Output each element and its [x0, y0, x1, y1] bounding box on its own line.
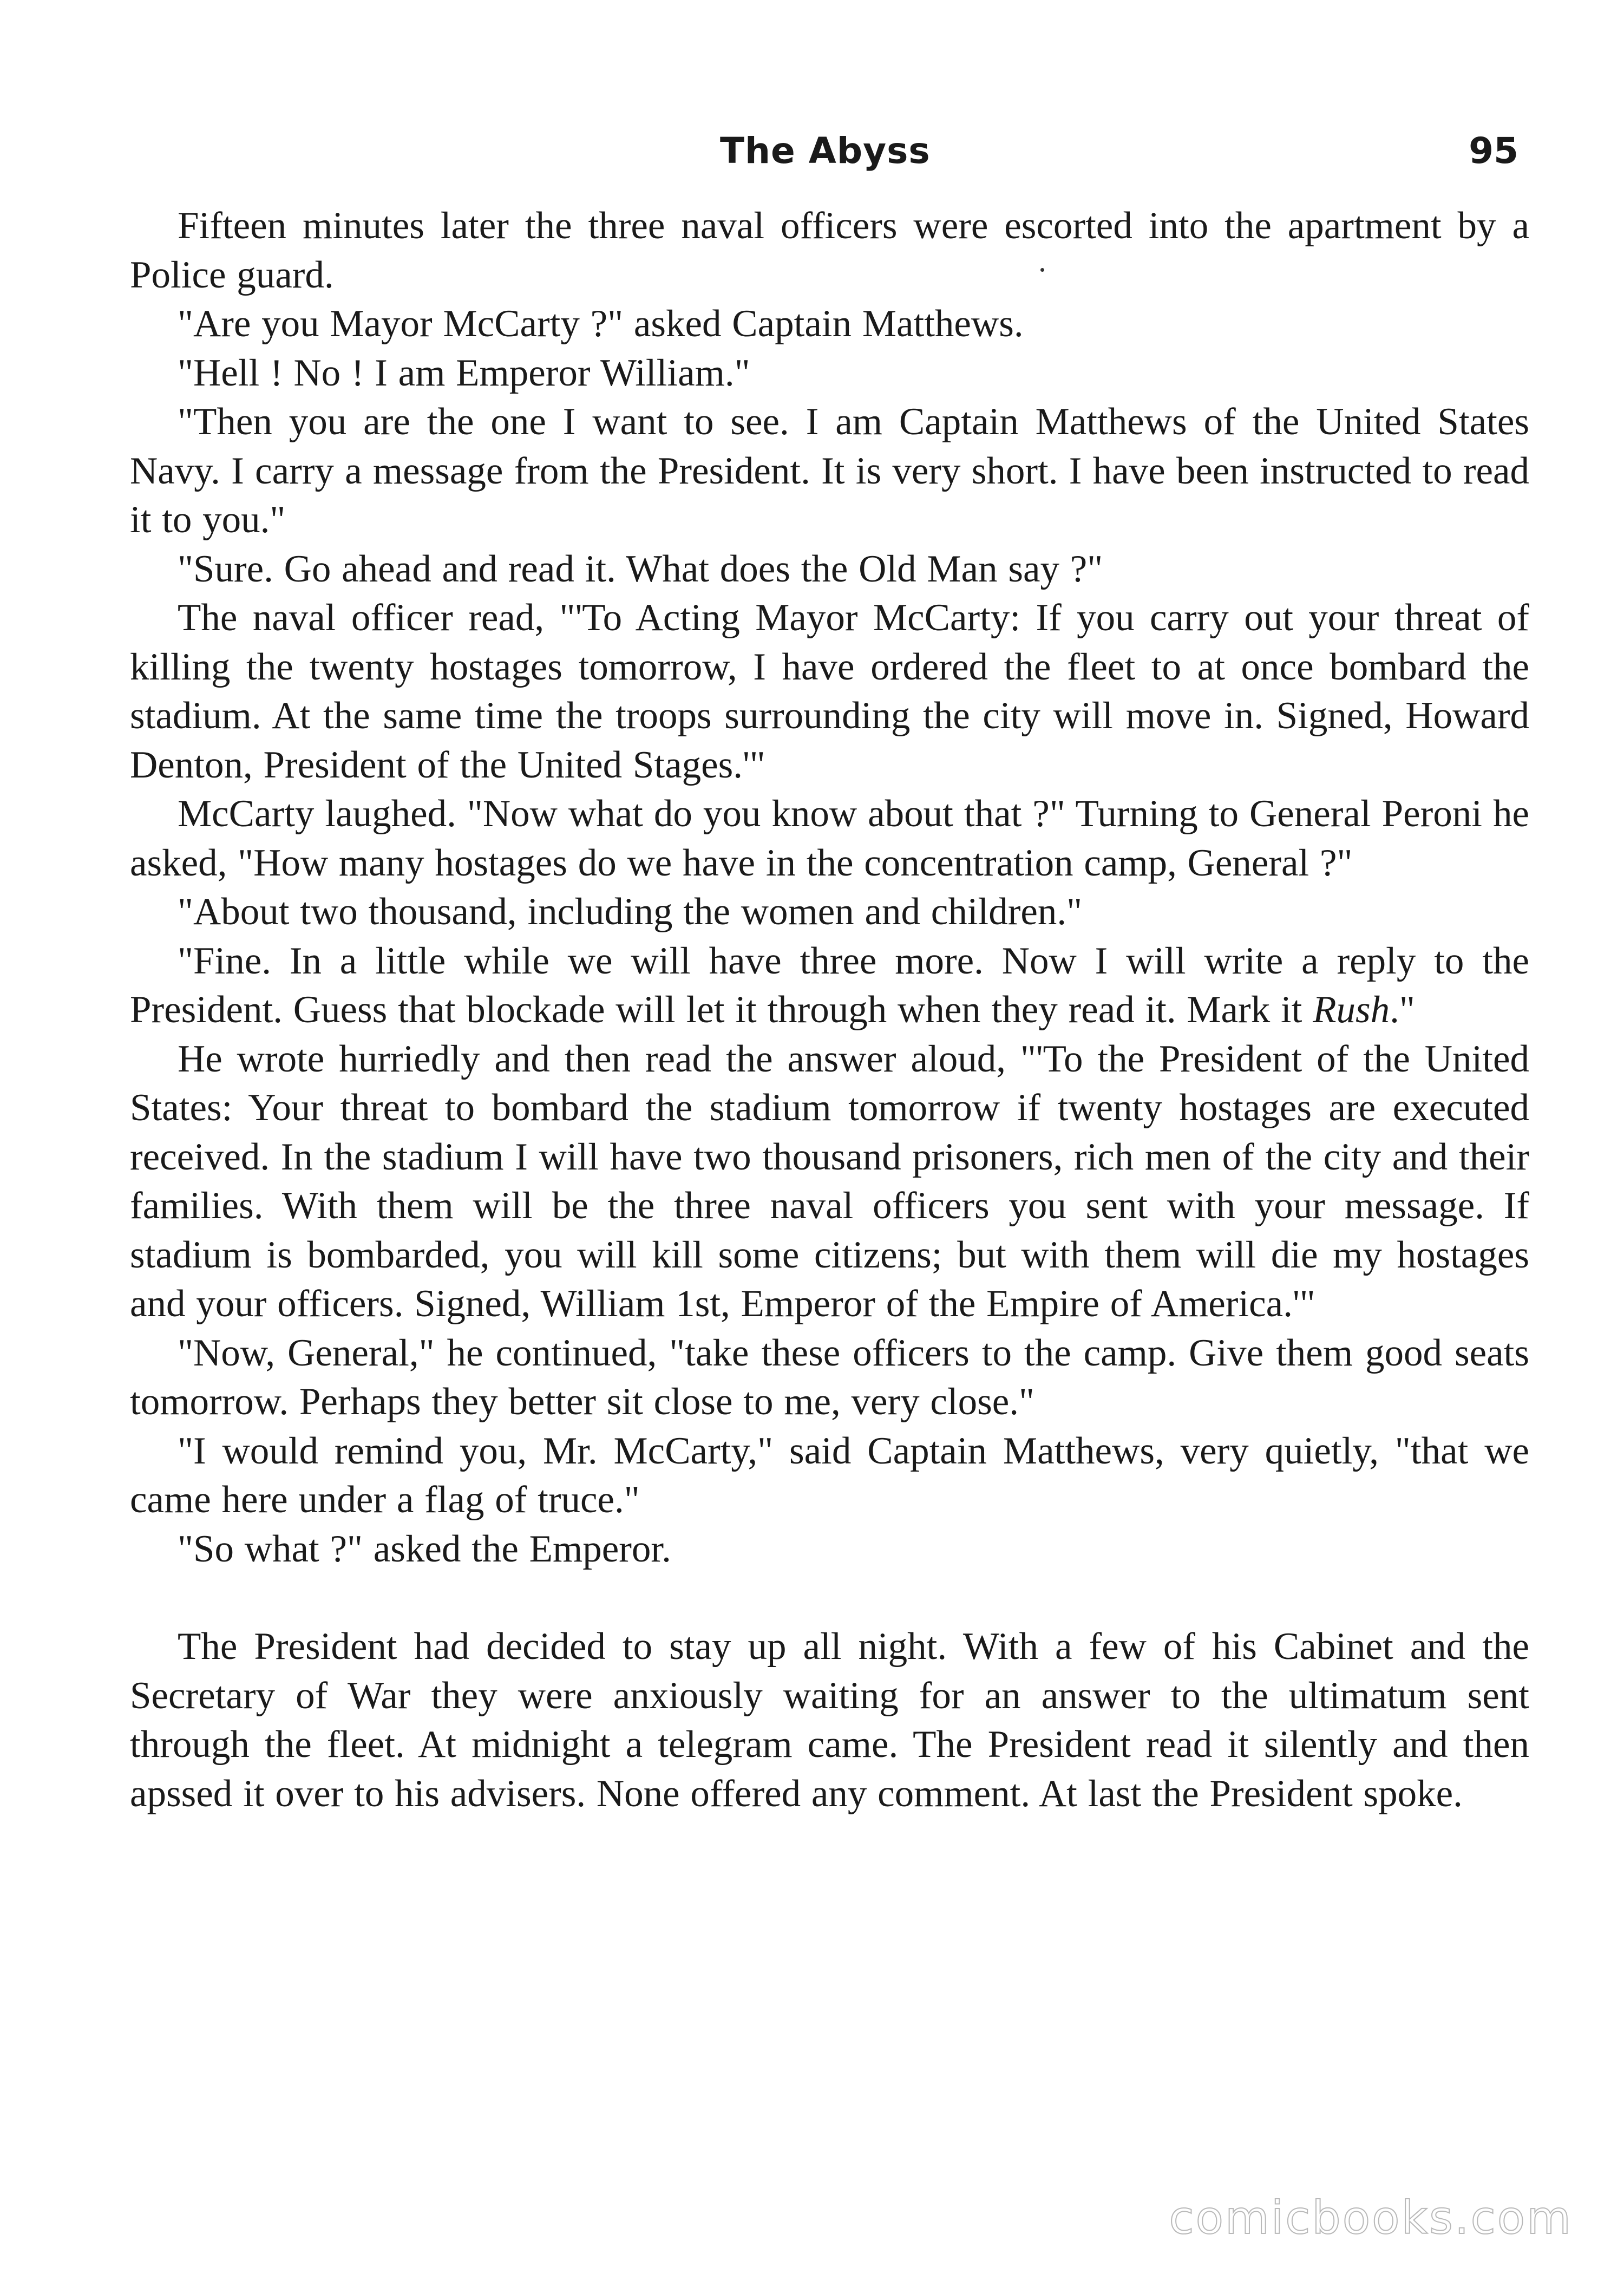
paragraph-text: "Fine. In a little while we will have three more. Now I will write a reply to the President. Guess that blockade will let it through when they read it. Mark it [130, 939, 1529, 1031]
section-break [130, 1573, 1529, 1622]
paragraph: "I would remind you, Mr. McCarty," said Captain Matthews, very quietly, "that we came here under a flag of truce." [130, 1429, 1529, 1521]
paragraph: "About two thousand, including the women and children." [178, 891, 1083, 933]
paragraph: "Then you are the one I want to see. I am Captain Matthews of the United States Navy. I carry a message from the President. It is very short. I have been instructed to read it to you." [130, 401, 1529, 541]
paragraph [130, 937, 1529, 1035]
paragraph: Fifteen minutes later the three naval officers were escorted into the apartment by a Police guard. [130, 205, 1529, 296]
paragraph: "Hell ! No ! I am Emperor William." [178, 351, 750, 394]
paragraph: "Are you Mayor McCarty ?" asked Captain Matthews. [178, 303, 1024, 345]
paragraph: He wrote hurriedly and then read the answer aloud, "'To the President of the United States: Your threat to bombard the stadium tomorrow if twenty hostages are executed received. In the stadium I will have two thousand prisoners, rich men of the city and their families. With them will be the three naval officers you sent with your message. If stadium is bombarded, you will kill some citizens; but with them will die my hostages and your officers. Signed, William 1st, Emperor of the Empire of America.'" [130, 1037, 1529, 1325]
running-header [0, 130, 1624, 190]
paragraph: "So what ?" asked the Emperor. [178, 1527, 671, 1570]
body-text [130, 201, 1529, 1818]
chapter-title: The Abyss [720, 130, 931, 172]
paragraph: McCarty laughed. "Now what do you know about that ?" Turning to General Peroni he asked, "How many hostages do we have in the concentration camp, General ?" [130, 793, 1529, 884]
paragraph: The President had decided to stay up all night. With a few of his Cabinet and the Secretary of War they were anxiously waiting for an answer to the ultimatum sent through the fleet. At midnight a telegram came. The President read it silently and then apssed it over to his advisers. None offered any comment. At last the President spoke. [130, 1625, 1529, 1815]
paragraph: The naval officer read, "'To Acting Mayor McCarty: If you carry out your threat of killing the twenty hostages tomorrow, I have ordered the fleet to at once bombard the stadium. At the same time the troops surrounding the city will move in. Signed, Howard Denton, President of the United Stages.'" [130, 597, 1529, 786]
page-number: 95 [1469, 130, 1518, 172]
italic-word: Rush [1313, 989, 1390, 1031]
paragraph: "Now, General," he continued, "take these officers to the camp. Give them good seats tomorrow. Perhaps they better sit close to me, very close." [130, 1331, 1529, 1423]
site-watermark: comicbooks.com [1169, 2191, 1573, 2244]
paragraph: "Sure. Go ahead and read it. What does the Old Man say ?" [178, 547, 1103, 590]
paragraph-text: ." [1390, 989, 1415, 1031]
